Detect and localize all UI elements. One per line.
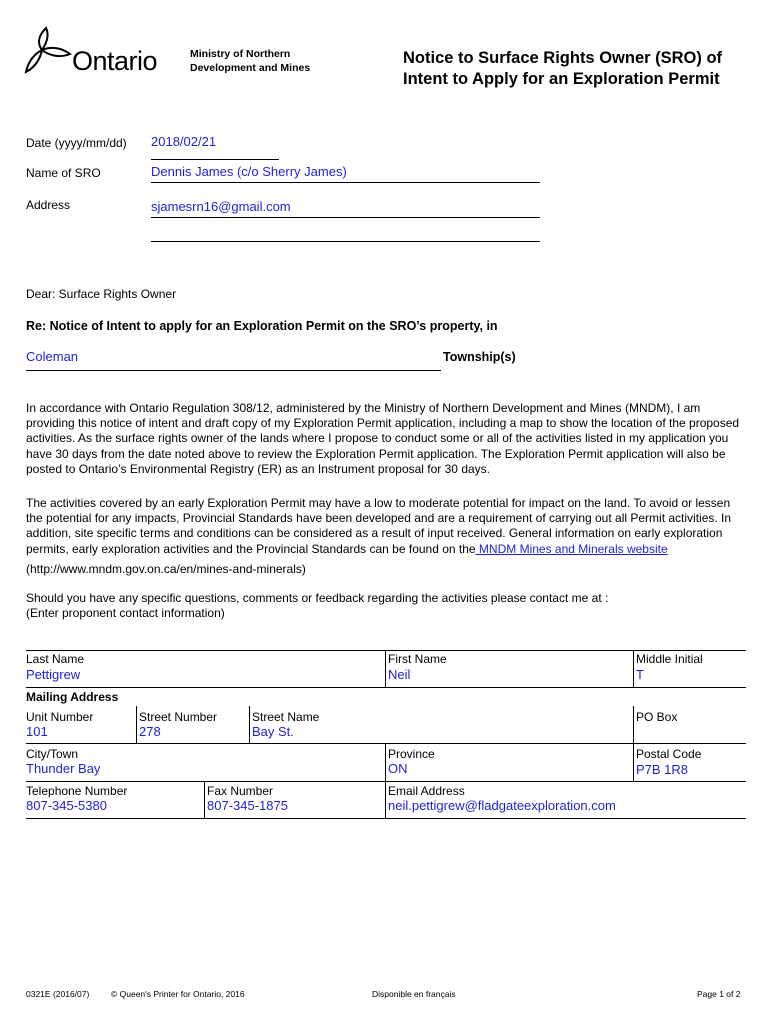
sro-name-field[interactable]: Dennis James (c/o Sherry James) <box>151 164 347 179</box>
email-field[interactable]: neil.pettigrew@fladgateexploration.com <box>388 798 616 813</box>
province-label: Province <box>388 747 435 761</box>
mailing-address-heading: Mailing Address <box>26 690 119 704</box>
table-column-divider <box>385 743 386 781</box>
form-code: 0321E (2016/07) <box>26 989 90 999</box>
table-column-divider <box>249 706 250 743</box>
address-label: Address <box>26 198 71 212</box>
first-name-label: First Name <box>388 652 447 666</box>
table-column-divider <box>136 706 137 743</box>
last-name-label: Last Name <box>26 652 85 666</box>
form-title <box>403 48 722 90</box>
sro-name-underline <box>151 182 540 183</box>
township-field[interactable]: Coleman <box>26 349 79 364</box>
table-row-border <box>26 687 746 688</box>
date-underline <box>151 159 279 160</box>
address-underline <box>151 217 540 218</box>
paragraph-activities <box>26 496 746 557</box>
ontario-trillium-logo-icon <box>24 24 72 76</box>
french-version-link[interactable]: Disponible en français <box>372 989 456 999</box>
unit-number-field[interactable]: 101 <box>26 724 48 739</box>
city-field[interactable]: Thunder Bay <box>26 761 101 776</box>
form-title-line-1: Notice to Surface Rights Owner (SRO) of <box>403 49 723 67</box>
salutation: Dear: Surface Rights Owner <box>26 287 177 301</box>
telephone-field[interactable]: 807-345-5380 <box>26 798 107 813</box>
telephone-label: Telephone Number <box>26 784 128 798</box>
township-underline <box>26 370 441 371</box>
table-row-border <box>26 743 746 744</box>
ontario-logo-text: Ontario <box>72 46 158 76</box>
sro-name-label: Name of SRO <box>26 166 101 180</box>
page-number: Page 1 of 2 <box>697 989 741 999</box>
address-underline-2 <box>151 241 540 242</box>
table-column-divider <box>633 650 634 687</box>
fax-field[interactable]: 807-345-1875 <box>207 798 288 813</box>
street-name-label: Street Name <box>252 710 320 724</box>
postal-code-field[interactable]: P7B 1R8 <box>636 762 689 777</box>
contact-instructions-line-2: (Enter proponent contact information) <box>26 606 225 621</box>
ministry-name <box>190 47 310 75</box>
table-column-divider <box>204 781 205 818</box>
table-bottom-border <box>26 818 746 819</box>
date-label: Date (yyyy/mm/dd) <box>26 136 127 150</box>
fax-label: Fax Number <box>207 784 274 798</box>
contact-instructions <box>26 591 746 621</box>
re-line: Re: Notice of Intent to apply for an Exploration Permit on the SRO’s property, in <box>26 319 498 333</box>
city-label: City/Town <box>26 747 79 761</box>
copyright-notice: © Queen's Printer for Ontario, 2016 <box>111 989 245 999</box>
table-column-divider <box>385 781 386 818</box>
table-column-divider <box>633 743 634 781</box>
first-name-field[interactable]: Neil <box>388 667 411 682</box>
postal-code-label: Postal Code <box>636 747 702 761</box>
township-label: Township(s) <box>443 350 516 364</box>
table-row-border <box>26 781 746 782</box>
ministry-line-2: Development and Mines <box>190 62 311 74</box>
mndm-website-link[interactable]: MNDM Mines and Minerals website <box>475 541 668 556</box>
address-field[interactable]: sjamesrn16@gmail.com <box>151 199 291 214</box>
unit-number-label: Unit Number <box>26 710 94 724</box>
ministry-line-1: Ministry of Northern <box>190 48 291 60</box>
website-url: (http://www.mndm.gov.on.ca/en/mines-and-minerals) <box>26 562 306 576</box>
province-field[interactable]: ON <box>388 761 408 776</box>
date-field[interactable]: 2018/02/21 <box>151 134 217 149</box>
last-name-field[interactable]: Pettigrew <box>26 667 81 682</box>
table-column-divider <box>385 650 386 687</box>
middle-initial-field[interactable]: T <box>636 667 644 682</box>
paragraph-regulation: In accordance with Ontario Regulation 308/12, administered by the Ministry of Northern Development and Mines (MNDM), I am providing this notice of intent and draft copy of my Exploration Permit application, including a map to show the location of the proposed activities. As the surface rights owner of the lands where I propose to conduct some or all of the activities listed in my application you have 30 days from the date noted above to review the Exploration Permit application. The Exploration Permit application will also be posted to Ontario’s Environmental Registry (ER) as an Instrument proposal for 30 days. <box>26 401 740 476</box>
contact-instructions-line-1: Should you have any specific questions, comments or feedback regarding the activities please contact me at : <box>26 591 609 605</box>
table-column-divider <box>633 706 634 743</box>
street-number-label: Street Number <box>139 710 218 724</box>
street-name-field[interactable]: Bay St. <box>252 724 294 739</box>
middle-initial-label: Middle Initial <box>636 652 703 666</box>
paragraph-activities-text: The activities covered by an early Exploration Permit may have a low to moderate potential for impact on the land. To avoid or lessen the potential for any impacts, Provincial Standards have been developed and are a requirement of carrying out all Permit activities. In addition, site specific terms and conditions can be considered as a result of input received. General information on early exploration permits, early exploration activities and the Provincial Standards can be found on the <box>26 496 732 556</box>
email-label: Email Address <box>388 784 465 798</box>
table-top-border <box>26 650 746 651</box>
po-box-label: PO Box <box>636 710 678 724</box>
form-title-line-2: Intent to Apply for an Exploration Permit <box>403 70 720 88</box>
street-number-field[interactable]: 278 <box>139 724 161 739</box>
